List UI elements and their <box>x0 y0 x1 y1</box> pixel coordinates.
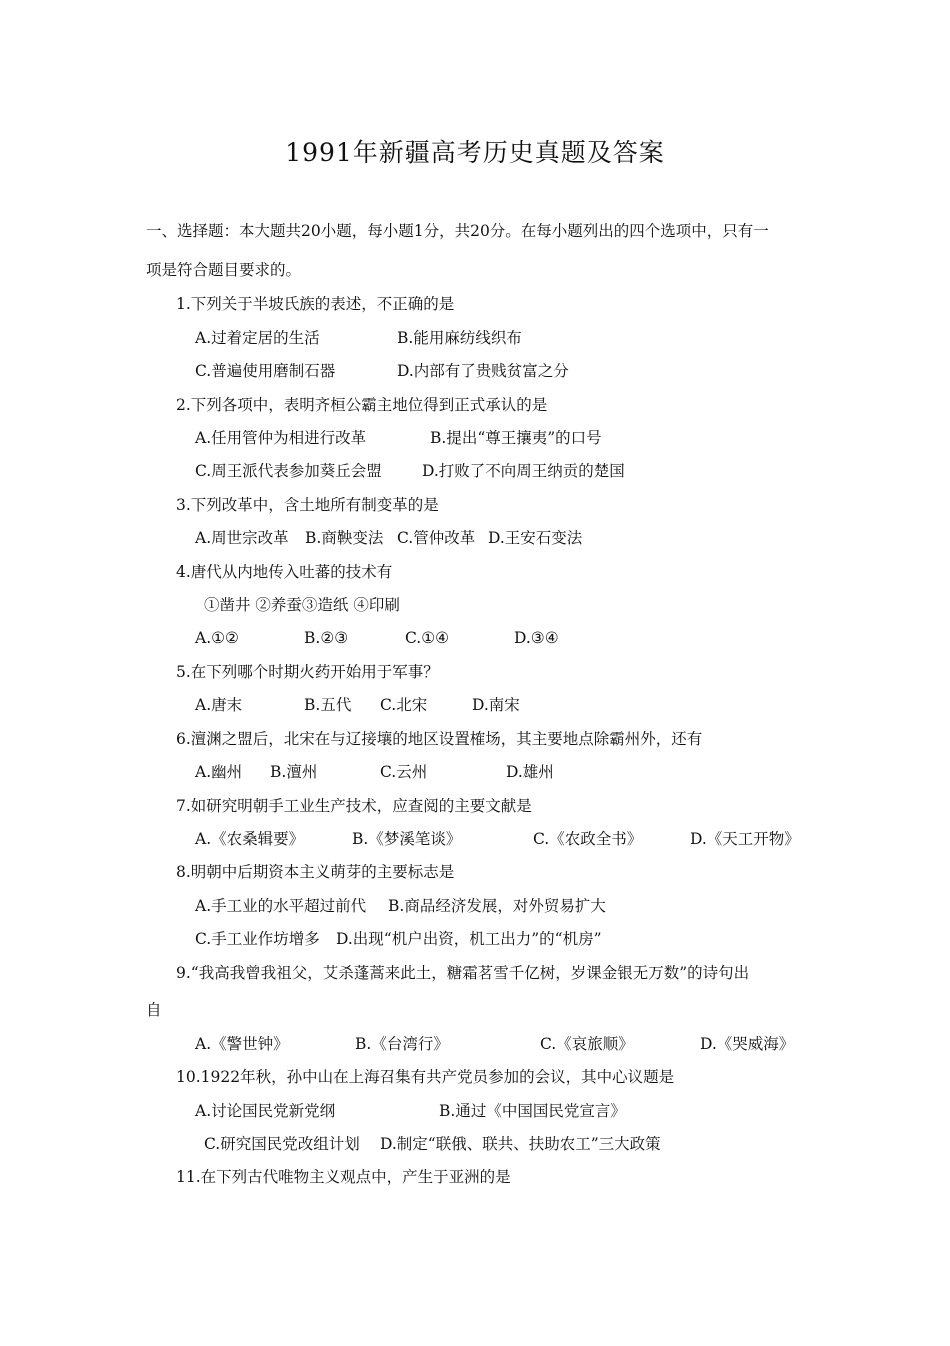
question-1-option-a: A.过着定居的生活 <box>195 329 320 347</box>
question-1-option-d: D.内部有了贵贱贫富之分 <box>397 362 569 380</box>
question-9-stem-cont: 自 <box>146 1001 162 1019</box>
question-4-option-c: C.①④ <box>405 629 450 647</box>
question-1-option-c: C.普遍使用磨制石器 <box>195 362 336 380</box>
question-3-option-b: B.商鞅变法 <box>305 529 384 547</box>
section-intro-line1: 一、选择题：本大题共20小题，每小题1分，共20分。在每小题列出的四个选项中，只有一 <box>146 222 769 240</box>
question-7-option-d: D.《天工开物》 <box>690 830 800 848</box>
question-8-option-c: C.手工业作坊增多 <box>195 930 320 948</box>
question-6-stem: 6.澶渊之盟后，北宋在与辽接壤的地区设置榷场，其主要地点除霸州外，还有 <box>176 730 703 748</box>
question-9-option-c: C.《哀旅顺》 <box>540 1035 634 1053</box>
question-8-option-b: B.商品经济发展，对外贸易扩大 <box>388 897 606 915</box>
question-10-option-c: C.研究国民党改组计划 <box>204 1135 360 1153</box>
question-8-option-d: D.出现“机户出资，机工出力”的“机房” <box>336 930 602 948</box>
question-10-stem: 10.1922年秋，孙中山在上海召集有共产党员参加的会议，其中心议题是 <box>176 1068 675 1086</box>
question-4-stem: 4.唐代从内地传入吐蕃的技术有 <box>176 563 393 581</box>
question-9-option-a: A.《警世钟》 <box>195 1035 289 1053</box>
section-intro-line2: 项是符合题目要求的。 <box>146 261 302 279</box>
question-4-option-a: A.①② <box>195 629 239 647</box>
question-2-option-c: C.周王派代表参加葵丘会盟 <box>195 462 382 480</box>
question-3-option-a: A.周世宗改革 <box>195 529 289 547</box>
question-5-stem: 5.在下列哪个时期火药开始用于军事？ <box>176 663 439 681</box>
question-7-option-c: C.《农政全书》 <box>533 830 643 848</box>
question-3-option-d: D.王安石变法 <box>488 529 583 547</box>
question-1-option-b: B.能用麻纺线织布 <box>397 329 522 347</box>
question-6-option-b: B.澶州 <box>270 763 318 781</box>
question-3-stem: 3.下列改革中，含土地所有制变革的是 <box>176 496 439 514</box>
question-4-option-b: B.②③ <box>304 629 349 647</box>
question-2-stem: 2.下列各项中，表明齐桓公霸主地位得到正式承认的是 <box>176 396 548 414</box>
question-11-stem: 11.在下列古代唯物主义观点中，产生于亚洲的是 <box>176 1168 511 1186</box>
question-1-stem: 1.下列关于半坡氏族的表述，不正确的是 <box>176 295 455 313</box>
question-10-option-b: B.通过《中国国民党宣言》 <box>439 1102 626 1120</box>
question-7-stem: 7.如研究明朝手工业生产技术，应查阅的主要文献是 <box>176 797 532 815</box>
question-6-option-a: A.幽州 <box>195 763 243 781</box>
question-8-stem: 8.明朝中后期资本主义萌芽的主要标志是 <box>176 863 455 881</box>
question-9-stem: 9.“我高我曾我祖父，艾杀蓬蒿来此土，糖霜茗雪千亿树，岁课金银无万数”的诗句出 <box>176 964 750 982</box>
question-5-option-b: B.五代 <box>304 696 352 714</box>
question-4-option-d: D.③④ <box>514 629 559 647</box>
question-4-sub-items: ①凿井 ②养蚕③造纸 ④印刷 <box>204 596 400 614</box>
question-2-option-d: D.打败了不向周王纳贡的楚国 <box>422 462 625 480</box>
question-5-option-c: C.北宋 <box>380 696 428 714</box>
question-2-option-a: A.任用管仲为相进行改革 <box>195 429 367 447</box>
question-6-option-d: D.雄州 <box>506 763 554 781</box>
question-3-option-c: C.管仲改革 <box>397 529 476 547</box>
question-10-option-a: A.讨论国民党新党纲 <box>195 1102 336 1120</box>
question-10-option-d: D.制定“联俄、联共、扶助农工”三大政策 <box>380 1135 661 1153</box>
question-7-option-b: B.《梦溪笔谈》 <box>352 830 462 848</box>
page-title: 1991年新疆高考历史真题及答案 <box>285 138 665 167</box>
question-9-option-d: D.《哭威海》 <box>700 1035 795 1053</box>
question-8-option-a: A.手工业的水平超过前代 <box>195 897 367 915</box>
question-2-option-b: B.提出“尊王攘夷”的口号 <box>430 429 602 447</box>
question-5-option-d: D.南宋 <box>472 696 520 714</box>
question-5-option-a: A.唐末 <box>195 696 243 714</box>
question-7-option-a: A.《农桑辑要》 <box>195 830 305 848</box>
question-6-option-c: C.云州 <box>380 763 428 781</box>
question-9-option-b: B.《台湾行》 <box>355 1035 449 1053</box>
